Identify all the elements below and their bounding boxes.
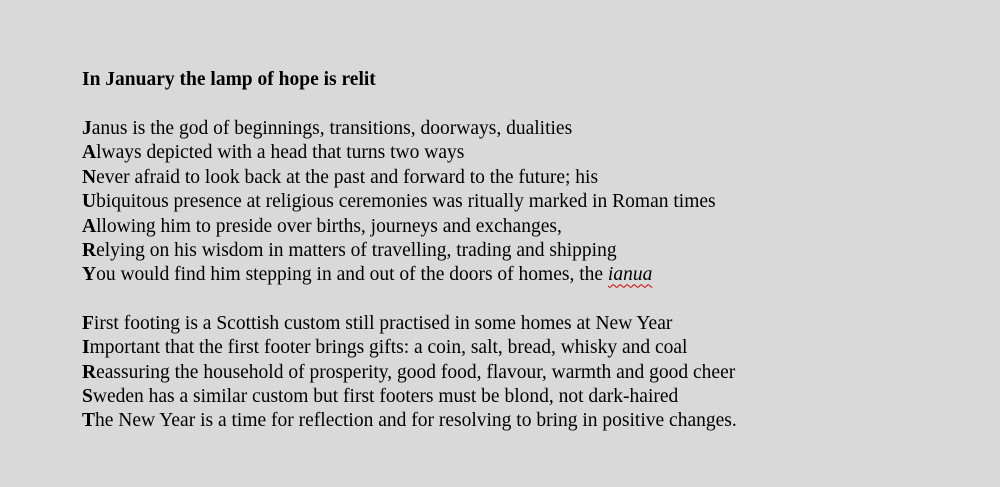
poem-line — [82, 117, 982, 141]
poem-line — [82, 361, 982, 385]
poem-line — [82, 263, 982, 287]
line-text: irst footing is a Scottish custom still practised in some homes at New Year — [93, 312, 673, 334]
line-text: biquitous presence at religious ceremonies was ritually marked in Roman times — [96, 191, 716, 213]
line-text: anus is the god of beginnings, transitions, doorways, dualities — [91, 118, 573, 139]
poem-line — [82, 215, 982, 239]
acrostic-initial: U — [82, 191, 97, 213]
document-body — [82, 68, 982, 434]
poem-line — [82, 336, 982, 360]
line-text: ou would find him stepping in and out of the doors of homes, the — [96, 264, 608, 286]
line-text: he New Year is a time for reflection and for resolving to bring in positive changes. — [95, 410, 737, 432]
acrostic-initial: R — [82, 240, 97, 262]
poem-line — [82, 312, 982, 336]
acrostic-initial: F — [82, 312, 94, 334]
line-text: weden has a similar custom but first footers must be blond, not dark-haired — [92, 386, 679, 408]
acrostic-initial: N — [82, 166, 97, 188]
acrostic-initial: A — [82, 215, 97, 237]
poem-line — [82, 190, 982, 214]
acrostic-initial: A — [82, 142, 97, 164]
acrostic-initial: R — [82, 361, 97, 383]
poem-line — [82, 409, 982, 433]
poem-line — [82, 166, 982, 190]
stanza-first-footing — [82, 312, 982, 434]
poem-line — [82, 141, 982, 165]
line-text: elying on his wisdom in matters of travelling, trading and shipping — [96, 240, 617, 262]
acrostic-initial: J — [82, 118, 92, 139]
acrostic-initial: I — [82, 337, 90, 359]
acrostic-initial: S — [82, 386, 93, 408]
stanza-janus — [82, 117, 982, 288]
poem-line — [82, 239, 982, 263]
line-text: lways depicted with a head that turns two ways — [96, 142, 465, 164]
poem-title: In January the lamp of hope is relit — [82, 69, 376, 90]
line-text: ever afraid to look back at the past and forward to the future; his — [96, 166, 599, 188]
poem-line — [82, 385, 982, 409]
acrostic-initial: T — [82, 410, 96, 432]
spellcheck-flagged-word[interactable]: ianua — [607, 264, 653, 286]
line-text: llowing him to preside over births, journeys and exchanges, — [96, 215, 562, 237]
line-text: eassuring the household of prosperity, good food, flavour, warmth and good cheer — [96, 361, 736, 383]
line-text: mportant that the first footer brings gifts: a coin, salt, bread, whisky and coal — [89, 337, 688, 359]
acrostic-initial: Y — [82, 264, 97, 286]
